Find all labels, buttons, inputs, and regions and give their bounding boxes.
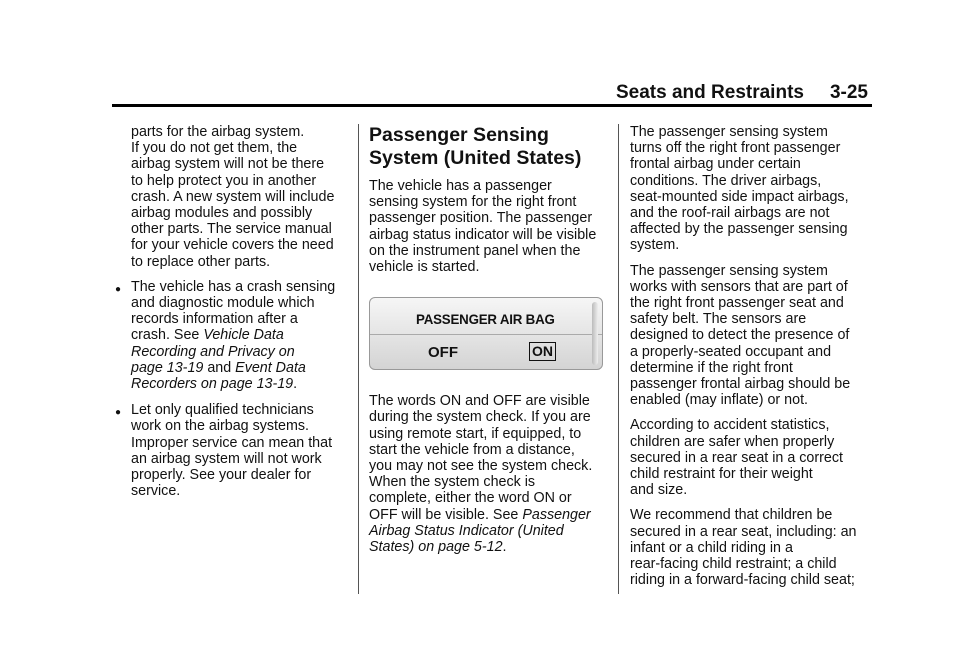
heading-line: System (United States) xyxy=(369,147,582,169)
text-line: The vehicle has a passenger xyxy=(369,178,552,194)
text-line: determine if the right front xyxy=(630,359,793,376)
header-rule xyxy=(112,104,872,107)
text-line: and diagnostic module which xyxy=(131,295,315,312)
paragraph xyxy=(630,124,868,254)
text-line: service. xyxy=(131,483,181,500)
column-2 xyxy=(369,124,607,564)
text-line: during the system check. If you are xyxy=(369,409,591,426)
text-line: safety belt. The sensors are xyxy=(630,311,807,328)
text-line: other parts. The service manual xyxy=(131,221,332,238)
paragraph xyxy=(630,507,868,588)
running-header xyxy=(592,82,868,106)
section-title: Seats and Restraints xyxy=(616,82,804,103)
text-line: Let only qualified technicians xyxy=(131,402,314,419)
text-line: frontal airbag under certain xyxy=(630,156,801,173)
text-line xyxy=(369,507,607,523)
section-heading xyxy=(369,124,607,170)
text-line: passenger frontal airbag should be xyxy=(630,376,851,393)
text-line: rear-facing child restraint; a child xyxy=(630,556,837,573)
cross-reference-link[interactable]: States) on page 5-12 xyxy=(369,539,503,556)
text-run: . xyxy=(293,376,298,393)
cross-reference-link[interactable]: page 13-19 xyxy=(131,359,204,376)
text-line: riding in a forward-facing child seat; xyxy=(630,572,855,589)
text-line: you may not see the system check. xyxy=(369,458,593,475)
text-line: infant or a child riding in a xyxy=(630,539,793,556)
text-line: turns off the right front passenger xyxy=(630,140,841,157)
cross-reference-link[interactable]: Airbag Status Indicator (United xyxy=(369,522,564,539)
passenger-airbag-indicator-image xyxy=(369,297,603,370)
text-line: system. xyxy=(630,237,680,254)
text-run: . xyxy=(502,539,507,556)
cross-reference-link[interactable]: Recording and Privacy on xyxy=(131,343,295,360)
cross-reference-link[interactable]: Vehicle Data xyxy=(203,327,284,344)
indicator-on-label: ON xyxy=(529,342,556,361)
text-line xyxy=(369,523,607,539)
bullet-item-crash-module xyxy=(112,279,350,392)
column-divider xyxy=(358,124,359,594)
text-run: OFF will be visible. See xyxy=(369,506,523,523)
text-line: complete, either the word ON or xyxy=(369,490,572,507)
text-line xyxy=(131,344,350,360)
text-line: vehicle is started. xyxy=(369,259,480,276)
text-line: When the system check is xyxy=(369,474,536,491)
text-line: passenger position. The passenger xyxy=(369,210,593,227)
text-line: start the vehicle from a distance, xyxy=(369,441,575,458)
text-line: Improper service can mean that xyxy=(131,434,333,451)
text-line: crash. A new system will include xyxy=(131,188,335,205)
text-line: child restraint for their weight xyxy=(630,466,813,483)
text-line: If you do not get them, the xyxy=(131,140,298,157)
column-3 xyxy=(630,124,868,597)
text-line: airbag modules and possibly xyxy=(131,205,313,222)
text-line: We recommend that children be xyxy=(630,507,833,524)
text-line: works with sensors that are part of xyxy=(630,278,848,295)
text-line: an airbag system will not work xyxy=(131,450,322,467)
paragraph xyxy=(630,417,868,498)
text-line: on the instrument panel when the xyxy=(369,242,581,259)
column-divider xyxy=(618,124,619,594)
indicator-bezel xyxy=(592,302,598,365)
text-line: The passenger sensing system xyxy=(630,124,828,140)
text-line: enabled (may inflate) or not. xyxy=(630,392,809,409)
text-line xyxy=(131,360,350,376)
text-line: The vehicle has a crash sensing xyxy=(131,278,336,295)
text-line: airbag system will not be there xyxy=(131,156,325,173)
text-line: to help protect you in another xyxy=(131,172,317,189)
text-line: secured in a rear seat in a correct xyxy=(630,449,843,466)
paragraph xyxy=(369,178,607,275)
text-line: using remote start, if equipped, to xyxy=(369,425,582,442)
text-line: secured in a rear seat, including: an xyxy=(630,523,857,540)
cross-reference-link[interactable]: Passenger xyxy=(522,506,591,523)
text-line: designed to detect the presence of xyxy=(630,327,850,344)
text-line: work on the airbag systems. xyxy=(131,418,309,435)
page-number: 3-25 xyxy=(829,82,868,103)
heading-line: Passenger Sensing xyxy=(369,124,549,146)
text-line xyxy=(131,327,350,343)
text-line: to replace other parts. xyxy=(131,253,271,270)
text-run: and xyxy=(203,359,236,376)
indicator-off-label: OFF xyxy=(428,344,458,362)
text-line: The passenger sensing system xyxy=(630,262,828,279)
text-line xyxy=(131,376,350,392)
paragraph xyxy=(369,393,607,555)
text-line: and size. xyxy=(630,482,688,499)
text-line: parts for the airbag system. xyxy=(131,124,305,140)
text-line: conditions. The driver airbags, xyxy=(630,172,822,189)
bullet-icon: ● xyxy=(115,407,122,419)
text-line: airbag status indicator will be visible xyxy=(369,226,597,243)
text-line: sensing system for the right front xyxy=(369,194,577,211)
text-line: records information after a xyxy=(131,311,298,328)
text-line: seat-mounted side impact airbags, xyxy=(630,188,849,205)
bullet-icon: ● xyxy=(115,283,122,295)
text-run: crash. See xyxy=(131,327,204,344)
text-line: affected by the passenger sensing xyxy=(630,221,848,238)
text-line: children are safer when properly xyxy=(630,433,835,450)
text-line: properly. See your dealer for xyxy=(131,467,312,484)
column-1 xyxy=(112,124,350,509)
cross-reference-link[interactable]: Event Data xyxy=(235,359,306,376)
paragraph xyxy=(630,263,868,409)
paragraph-continued xyxy=(112,124,350,270)
bullet-item-qualified-technicians xyxy=(112,402,350,499)
text-line xyxy=(369,539,607,555)
cross-reference-link[interactable]: Recorders on page 13-19 xyxy=(131,376,294,393)
text-line: and the roof-rail airbags are not xyxy=(630,205,830,222)
text-line: the right front passenger seat and xyxy=(630,295,844,312)
text-line: The words ON and OFF are visible xyxy=(369,393,590,410)
indicator-divider xyxy=(370,334,602,335)
text-line: a properly-seated occupant and xyxy=(630,343,832,360)
indicator-title: PASSENGER AIR BAG xyxy=(416,311,555,328)
text-line: According to accident statistics, xyxy=(630,417,830,434)
text-line: for your vehicle covers the need xyxy=(131,237,334,254)
